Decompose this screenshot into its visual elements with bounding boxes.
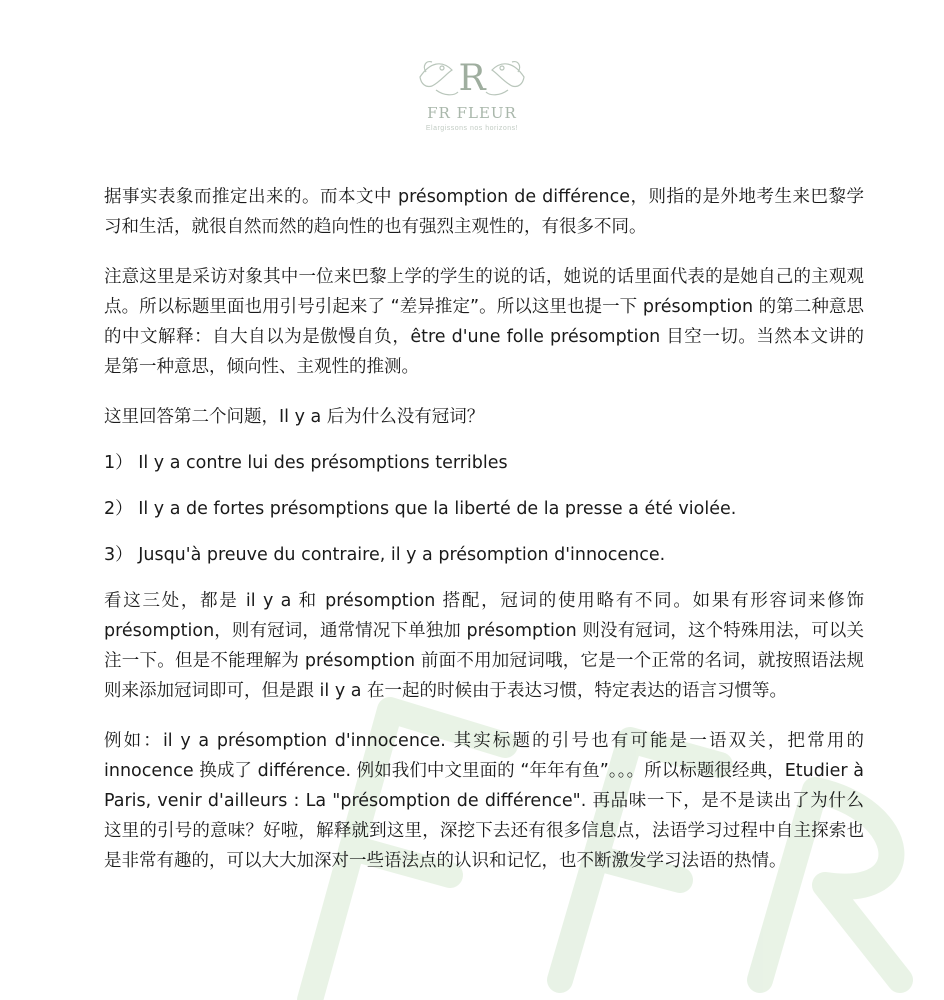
paragraph-question-article: 这里回答第二个问题，Il y a 后为什么没有冠词？: [104, 407, 485, 427]
paragraph-presumption-definition: 据事实表象而推定出来的。而本文中 présomption de différence，则指的是外地考生来巴黎学习和生活，就很自然而然的趋向性的也有强烈主观性的，有很多不同。: [104, 187, 864, 237]
paragraph-article-usage: 看这三处，都是 il y a 和 présomption 搭配，冠词的使用略有不同。如果有形容词来修饰 présomption，则有冠词，通常情况下单独加 présomption 则没有冠词，这个特殊用法，可以关注一下。但是不能理解为 présomption 前面不用加冠词哦，它是一个正常的名词，就按照语法规则来添加冠词即可，但是跟 il y a 在一起的时候由于表达习惯，特定表达的语言习惯等。: [104, 591, 864, 701]
example-sentence-2: 2） Il y a de fortes présomptions que la liberté de la presse a été violée.: [104, 499, 737, 519]
svg-text:R: R: [458, 58, 486, 99]
example-sentence-3: 3） Jusqu'à preuve du contraire, il y a présomption d'innocence.: [104, 545, 666, 565]
paragraph-title-pun: 例如：il y a présomption d'innocence. 其实标题的引号也有可能是一语双关，把常用的 innocence 换成了 différence. 例如我们中文里面的 “年年有鱼”。。。所以标题很经典，Etudier à Paris, venir d'ailleurs : La "présomption de différence". 再品味一下，是不是读出了为什么这里的引号的意味？好啦，解释就到这里，深挖下去还有很多信息点，法语学习过程中自主探索也是非常有趣的，可以大大加深对一些语法点的认识和记忆，也不断激发学习法语的热情。: [104, 731, 864, 871]
paragraph-quote-explanation: 注意这里是采访对象其中一位来巴黎上学的学生的说的话，她说的话里面代表的是她自己的主观观点。所以标题里面也用引号引起来了 “差异推定”。所以这里也提一下 présomption 的第二种意思的中文解释：自大自以为是傲慢自负，être d'une folle présomption 目空一切。当然本文讲的是第一种意思，倾向性、主观性的推测。: [104, 267, 864, 377]
article-body: [104, 182, 864, 896]
example-sentence-1: 1） Il y a contre lui des présomptions terribles: [104, 453, 508, 473]
brand-tagline: Elargissons nos horizons!: [425, 125, 519, 132]
brand-name: FR FLEUR: [427, 104, 517, 122]
monogram-crest-icon: [412, 52, 532, 102]
brand-logo: [0, 52, 944, 132]
